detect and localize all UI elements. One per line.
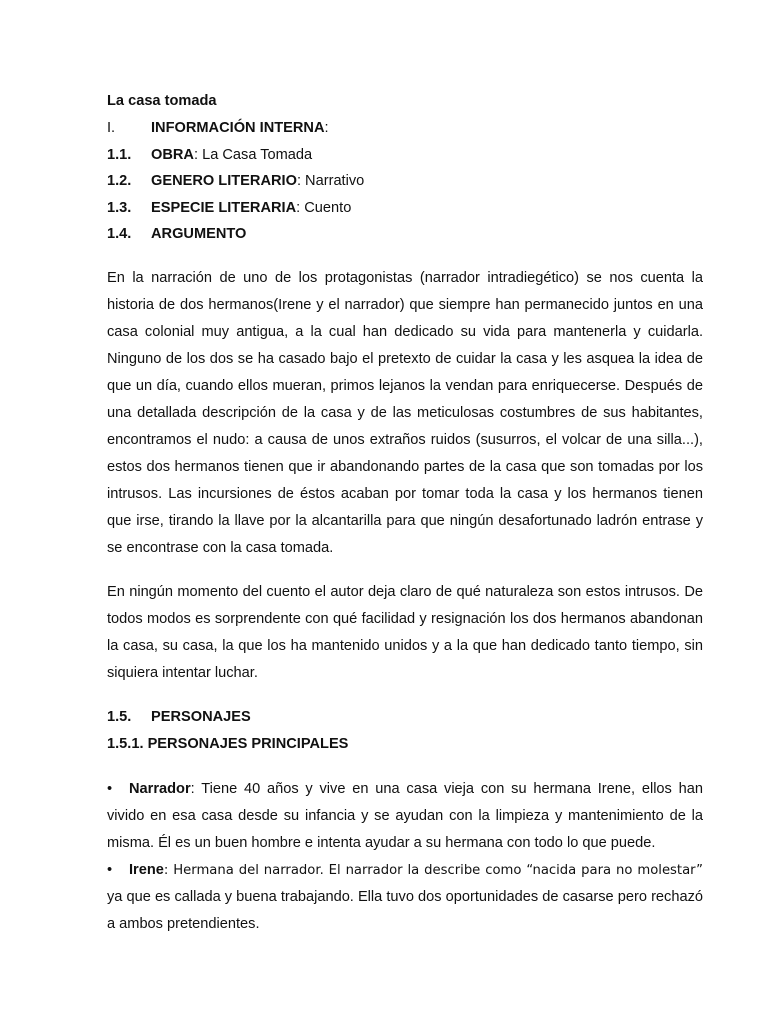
section-number: 1.2. [107,173,132,190]
list-item-irene [107,857,703,938]
section-number: 1.3. [107,199,132,216]
document-page [107,88,703,938]
character-name: Narrador [129,781,191,798]
section-label: ESPECIE LITERARIA [151,199,297,216]
section-label: GENERO LITERARIO [151,173,297,190]
section-label: OBRA [151,146,194,163]
section-label: INFORMACIÓN INTERNA [151,120,325,136]
section-value: : Narrativo [296,173,365,190]
section-especie-literaria [107,195,703,222]
bullet-icon: • [107,862,113,879]
document-title: La casa tomada [107,93,217,109]
section-obra [107,142,703,169]
section-argumento [107,221,703,248]
section-personajes-principales [107,731,703,758]
section-informacion-interna [107,115,703,142]
section-value: : [324,120,329,136]
character-name: Irene [129,862,164,879]
section-genero-literario [107,168,703,195]
section-value: : La Casa Tomada [193,146,313,163]
section-label: PERSONAJES PRINCIPALES [147,735,349,752]
character-description: ya que es callada y buena trabajando. Ella tuvo dos oportunidades de casarse pero rechazó a ambos pretendientes. [107,889,703,933]
section-number: 1.4. [107,226,132,243]
bullet-icon: • [107,781,113,798]
character-description: : Tiene 40 años y vive en una casa vieja con su hermana Irene, ellos han vivido en esa casa desde su infancia y se ayudan con la limpieza y mantenimiento de la misma. Él es un buen hombre e intenta ayudar a su hermana con todo lo que puede. [107,781,703,852]
section-number: I. [107,120,116,136]
argument-paragraph-2: En ningún momento del cuento el autor deja claro de qué naturaleza son estos intrusos. De todos modos es sorprendente con qué facilidad y resignación los dos hermanos abandonan la casa, su casa, la que los ha mantenido unidos y a la que han dedicado tanto tiempo, sin siquiera intentar luchar. [107,583,703,681]
section-personajes [107,704,703,731]
argument-paragraph-1: En la narración de uno de los protagonistas (narrador intradiegético) se nos cuenta la historia de dos hermanos(Irene y el narrador) que siempre han permanecido juntos en una casa colonial muy antigua, a la cual han dedicado su vida para mantenerla y cuidarla. Ninguno de los dos se ha casado bajo el pretexto de cuidar la casa y les asquea la idea de que un día, cuando ellos mueran, primos lejanos la vendan para enriquecerse. Después de una detallada descripción de la casa y de las meticulosas costumbres de sus habitantes, encontramos el nudo: a causa de unos extraños ruidos (susurros, el volcar de una silla...), estos dos hermanos tienen que ir abandonando partes de la casa que son tomadas por los intrusos. Las incursiones de éstos acaban por tomar toda la casa y los hermanos tienen que irse, tirando la llave por la alcantarilla para que ningún desafortunado ladrón entrase y se encontrase con la casa tomada. [107,269,703,556]
section-number: 1.5.1. [107,735,144,752]
section-label: ARGUMENTO [151,226,247,243]
section-value: : Cuento [296,199,352,216]
list-item-narrador [107,776,703,857]
character-list [107,776,703,938]
section-label: PERSONAJES [151,708,251,725]
section-number: 1.1. [107,146,132,163]
character-description-quote: : Hermana del narrador. El narrador la describe como “nacida para no molestar” [163,863,703,879]
section-number: 1.5. [107,708,132,725]
